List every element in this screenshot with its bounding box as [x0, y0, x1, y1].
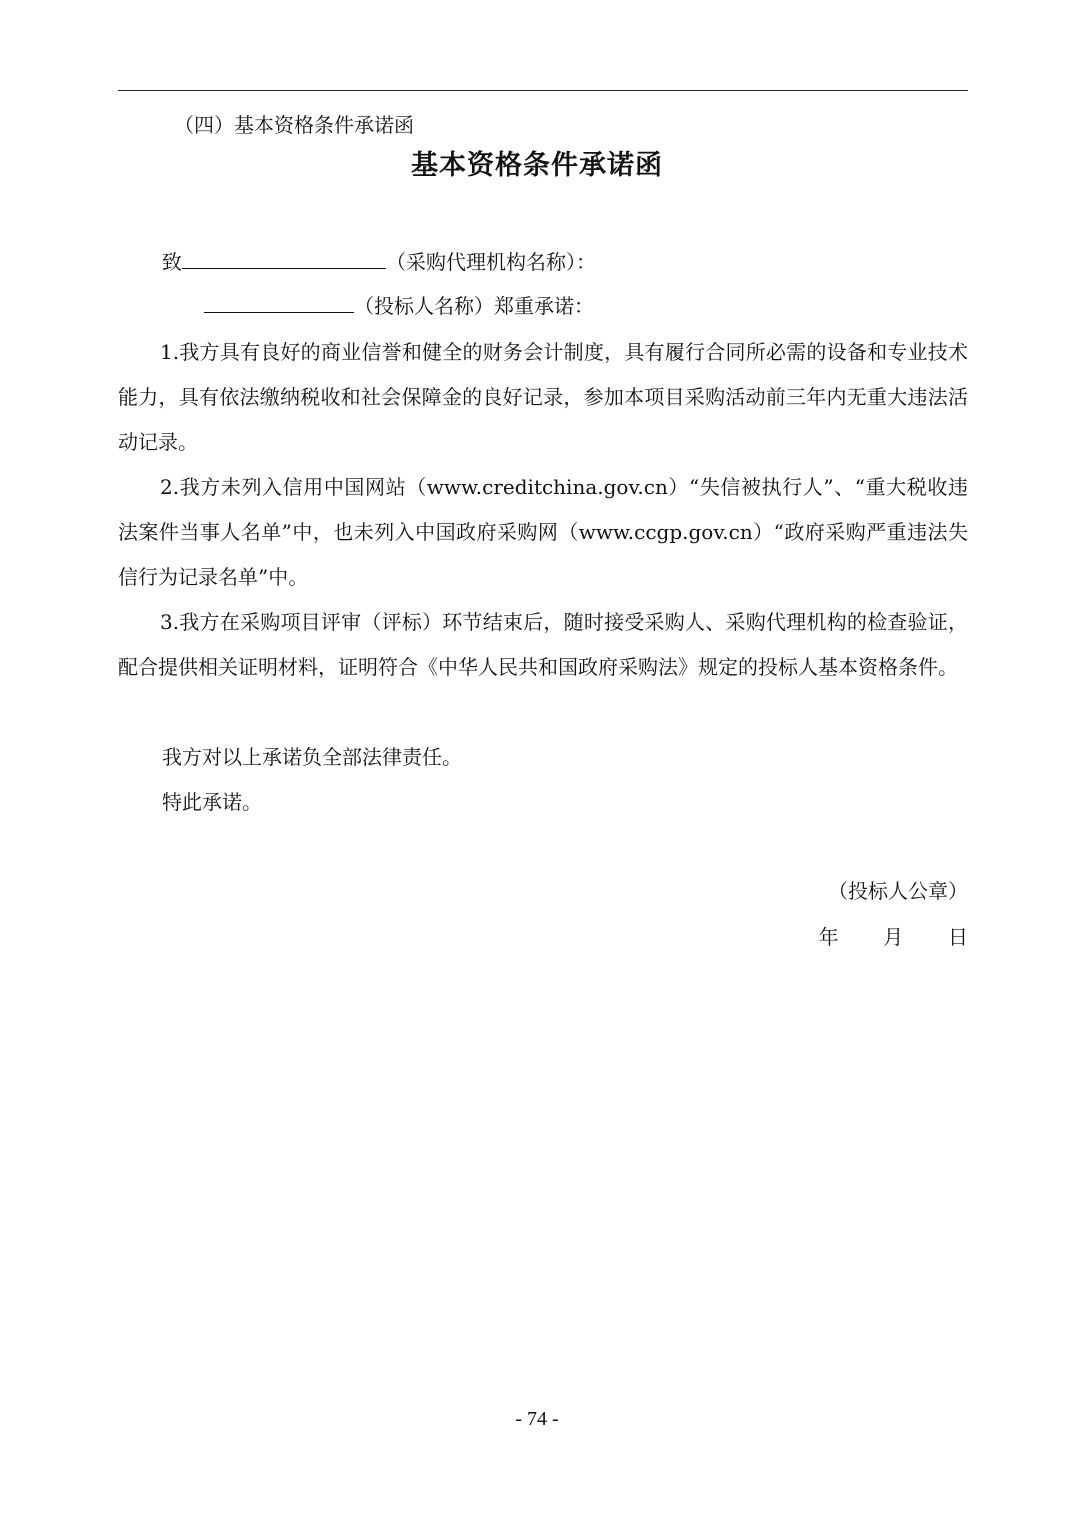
responsibility-statement: 我方对以上承诺负全部法律责任。: [162, 745, 462, 769]
agency-name-blank[interactable]: [182, 246, 386, 269]
closing-statement: 特此承诺。: [162, 790, 262, 814]
month-label: 月: [883, 925, 904, 949]
bidder-suffix: （投标人名称）郑重承诺：: [354, 294, 594, 318]
addressee-suffix: （采购代理机构名称）：: [386, 250, 596, 274]
header-rule: [118, 90, 968, 91]
document-title: 基本资格条件承诺函: [411, 150, 663, 181]
commitment-paragraph-1: 1.我方具有良好的商业信誉和健全的财务会计制度，具有履行合同所必需的设备和专业技术能力，具有依法缴纳税收和社会保障金的良好记录，参加本项目采购活动前三年内无重大违法活动记录。: [118, 340, 968, 454]
day-label: 日: [948, 925, 968, 949]
date-line: [819, 922, 968, 952]
commitment-paragraph-3: 3.我方在采购项目评审（评标）环节结束后，随时接受采购人、采购代理机构的检查验证，配合提供相关证明材料，证明符合《中华人民共和国政府采购法》规定的投标人基本资格条件。: [118, 610, 968, 679]
bidder-line: [204, 290, 594, 321]
bidder-name-blank[interactable]: [204, 290, 354, 313]
bidder-seal-label: （投标人公章）: [828, 879, 968, 903]
page-number: - 74 -: [515, 1408, 559, 1430]
section-label: （四）基本资格条件承诺函: [174, 113, 414, 137]
commitment-paragraph-2: 2.我方未列入信用中国网站（www.creditchina.gov.cn）“失信被执行人”、“重大税收违法案件当事人名单”中，也未列入中国政府采购网（www.ccgp.gov.cn）“政府采购严重违法失信行为记录名单”中。: [118, 475, 968, 589]
year-label: 年: [818, 925, 839, 949]
addressee-line: [162, 246, 596, 277]
addressee-prefix: 致: [162, 250, 182, 274]
